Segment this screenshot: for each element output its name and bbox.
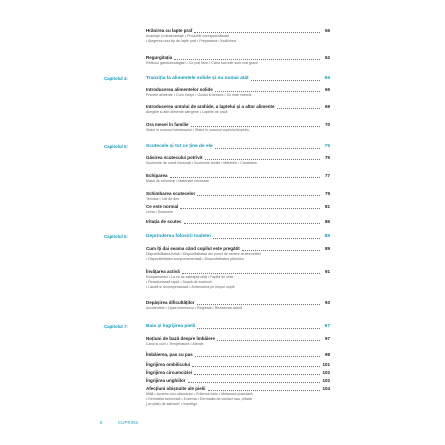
entry-title: Hrănirea cu lapte praf: [146, 28, 193, 33]
dot-leader: [217, 339, 320, 341]
entry-title: Îngrijirea ombilicului: [146, 362, 191, 367]
entry-page: 79: [324, 191, 330, 196]
entry-title-line: [146, 154, 330, 161]
dot-leader: [184, 222, 320, 224]
dot-leader: [195, 355, 320, 357]
entry-page: 104: [322, 386, 330, 391]
entry-title: Iritația de scutec: [146, 219, 182, 224]
entry-title-line: [146, 103, 330, 110]
entry-page: 93: [324, 300, 330, 305]
chapter-label: Capitolul 5:: [104, 144, 128, 149]
dot-leader: [197, 303, 320, 305]
dot-leader: [277, 107, 320, 109]
entry-title-line: [146, 268, 330, 275]
chapter-label: Capitolul 6:: [104, 234, 128, 239]
dot-leader: [213, 237, 320, 239]
entry-page: 89: [324, 246, 330, 251]
entry-title-line: [146, 121, 330, 128]
chapter-page: 65: [324, 76, 330, 81]
chapter-page: 97: [324, 324, 330, 329]
entry-title-line: [146, 377, 330, 384]
entry-title-line: [146, 86, 330, 93]
entry-title: Noțiuni de bază despre îmbăiere: [146, 336, 216, 341]
entry-subtopics: Masa de schimbat • Materiale necesare: [146, 179, 209, 183]
chapter-page: 89: [324, 234, 330, 239]
entry-title-line: [146, 335, 330, 342]
entry-page: 81: [324, 204, 330, 209]
dot-leader: [208, 389, 320, 391]
entry-page: 102: [322, 370, 330, 375]
chapter-title-line: [146, 143, 330, 150]
dot-leader: [194, 31, 320, 33]
entry-title: Învățarea activă: [146, 269, 180, 274]
dot-leader: [197, 194, 320, 196]
dot-leader: [192, 365, 320, 367]
entry-title: Îngrijirea circumciziei: [146, 370, 193, 375]
dot-leader: [215, 90, 320, 92]
dot-leader: [205, 158, 320, 160]
entry-title: Introducerea untului de arahide, a laptelui și a altor alimente: [146, 104, 275, 109]
chapter-label: Capitolul 7:: [104, 324, 128, 329]
entry-page: 102: [322, 378, 330, 383]
dot-leader: [182, 272, 320, 274]
entry-title: Ora mesei în familie: [146, 122, 189, 127]
dot-leader: [194, 373, 320, 375]
entry-title: Depășirea dificultăților: [146, 300, 195, 305]
entry-title-line: [146, 299, 330, 306]
entry-title: Îngrijirea unghiilor: [146, 378, 186, 383]
entry-page: 69: [324, 104, 330, 109]
dot-leader: [251, 79, 320, 81]
dot-leader: [174, 58, 320, 60]
entry-subtopics: Disponibilitatea fizică • Disponibilitatea din punct de vedere al dezvoltării • Disponibilitatea comportamentală • Disponibilitatea părinților: [146, 252, 261, 261]
chapter-title-line: [146, 233, 330, 240]
entry-subtopics: Alergiile și alte alimente alergene • Laptele de vacă: [146, 110, 228, 114]
chapter-title: Baia și îngrijirea pielii: [146, 324, 196, 329]
footer-page-number: 8: [100, 420, 103, 425]
entry-page: 97: [324, 336, 330, 341]
chapter-title-line: [146, 75, 330, 82]
chapter-title-line: [146, 323, 330, 330]
entry-page: 56: [324, 28, 330, 33]
dot-leader: [188, 381, 320, 383]
entry-title-line: [146, 203, 330, 210]
entry-page: 91: [324, 269, 330, 274]
entry-page: 62: [324, 55, 330, 60]
entry-title: Cum îți dai seama când copilul este pregătit: [146, 246, 240, 251]
chapter-page: 75: [324, 144, 330, 149]
chapter-title: Scutecele și tot ce ține de ele: [146, 144, 213, 149]
chapter-label: Capitolul 4:: [104, 76, 128, 81]
entry-subtopics: Accidentele • Lipsa interesului • Regresia • Rezistența activă: [146, 306, 243, 310]
footer-running-title: CUPRINS: [118, 420, 139, 425]
dot-leader: [215, 147, 320, 149]
entry-subtopics: Tehnica • Cât de des: [146, 197, 180, 201]
entry-title: Ce este normal: [146, 204, 179, 209]
entry-page: 65: [324, 87, 330, 92]
entry-title: Găsirea scutecului potrivit: [146, 155, 203, 160]
dot-leader: [180, 207, 320, 209]
entry-title-line: [146, 172, 330, 179]
entry-subtopics: Refluxul gastroesofagian • Ce poți face • Când lucrurile sunt mai grave: [146, 61, 258, 65]
entry-title-line: [146, 245, 330, 252]
entry-page: 101: [322, 362, 330, 367]
entry-title-line: [146, 369, 330, 376]
entry-subtopics: Echipamentul • La ce se așteaptă oliță • Faptul de olită • Reacționează rapid • Scapă de scutecei • Laudă și recompensează • Antrenarea pe timpul nopții: [146, 275, 235, 289]
dot-leader: [242, 249, 320, 251]
entry-subtopics: Primele alimente • Cum începi • Gustul și textura • Ce este interzis: [146, 93, 252, 97]
entry-page: 70: [324, 122, 330, 127]
entry-title: Afecțiuni obișnuite ale pielii: [146, 386, 206, 391]
entry-subtopics: Scutecele de unică folosință • Scutecele textile • Mărimile • Cantitatea: [146, 161, 257, 165]
entry-title-line: [146, 351, 330, 358]
entry-subtopics: Când și cum • Temperatura • Atenție: [146, 342, 204, 346]
entry-page: 86: [324, 219, 330, 224]
entry-subtopics: Miliă • Acneea nou-născutului • Eritemul toxic • Melanoza pustulară • Dermatita seboreică • Eczema • Dermatita de contact sau „iritația („eruptia) de salivare” • Impetigo: [146, 392, 253, 406]
entry-title-line: [146, 27, 330, 34]
entry-title-line: [146, 385, 330, 392]
entry-subtopics: Avantaje și dezavantaje • Proviziile corespunzătoare • Alegerea unui tip de lapte praf • Prepararea • Încălzirea: [146, 34, 236, 43]
entry-title-line: [146, 218, 330, 225]
entry-title: Regurgitația: [146, 55, 173, 60]
entry-title-line: [146, 54, 330, 61]
entry-page: 77: [324, 173, 330, 178]
entry-title: Schimbarea scutecelor: [146, 191, 196, 196]
entry-title-line: [146, 190, 330, 197]
dot-leader: [191, 125, 320, 127]
entry-subtopics: Statul în scaunul bebelușului • Statul în scaunul copilului timpuriu: [146, 128, 250, 132]
entry-title: Îmbăierea, pas cu pas: [146, 352, 193, 357]
dot-leader: [170, 176, 320, 178]
entry-page: 75: [324, 155, 330, 160]
entry-title: Echiparea: [146, 173, 168, 178]
entry-title: Introducerea alimentelor solide: [146, 87, 213, 92]
entry-title-line: [146, 361, 330, 368]
entry-page: 98: [324, 352, 330, 357]
entry-subtopics: Urina • Scaunele: [146, 210, 173, 214]
chapter-title: Tranziția la alimentele solide și nu numai atât: [146, 76, 249, 81]
dot-leader: [197, 327, 320, 329]
chapter-title: Deprinderea folosirii toaletei: [146, 234, 211, 239]
